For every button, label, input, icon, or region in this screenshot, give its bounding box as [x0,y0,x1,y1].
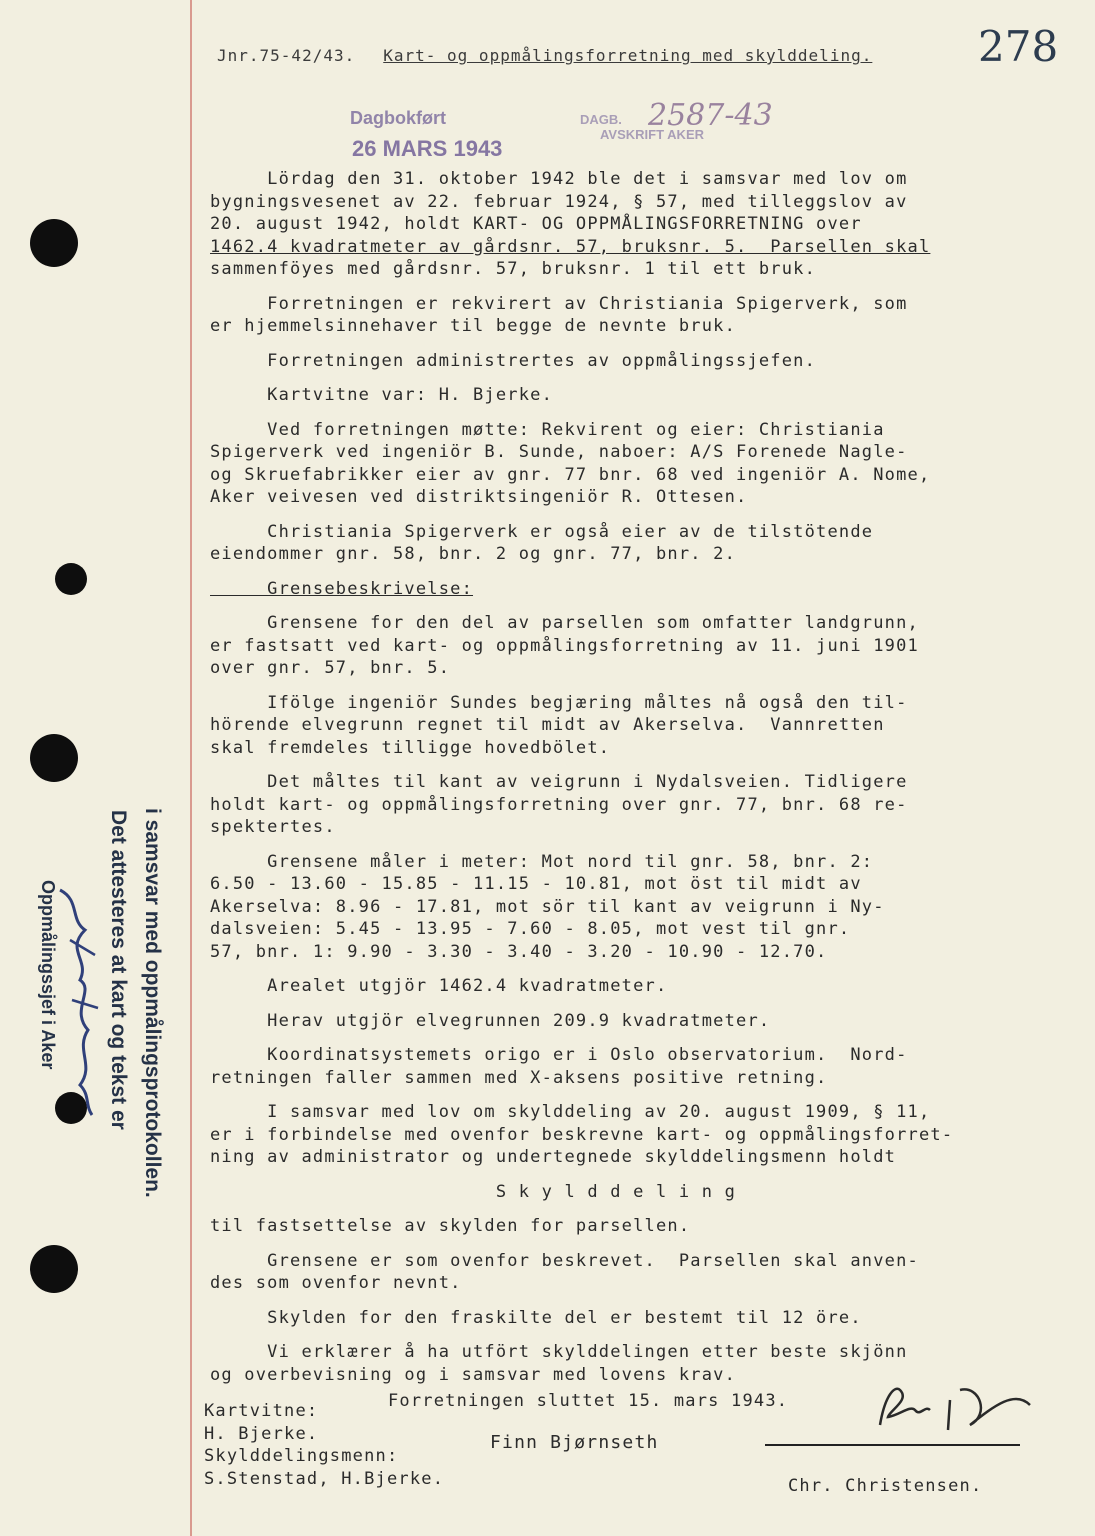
paragraph-gap [210,759,1050,771]
body-line: 6.50 - 13.60 - 15.85 - 11.15 - 10.81, mot öst til midt av [210,874,862,894]
body-line: Vi erklærer å ha utfört skylddelingen etter beste skjönn [210,1342,908,1362]
body-line: Aker veivesen ved distriktsingeniör R. Ottesen. [210,487,748,507]
body-line: over gnr. 57, bnr. 5. [210,658,451,678]
attestation-line2: i samsvar med oppmålingsprotokollen. [141,808,164,1198]
punch-hole [30,219,78,267]
stamp-date: 26 MARS 1943 [352,136,503,161]
body-line: Akerselva: 8.96 - 17.81, mot sör til kant av veigrunn i Ny- [210,896,885,917]
attestation-title: Oppmålingssjef i Aker [38,880,58,1070]
body-line: spektertes. [210,817,336,837]
body-line: Grensene er som ovenfor beskrevet. Parsellen skal anven- [210,1250,919,1271]
attestation-line1: Det attesteres at kart og tekst er [107,810,130,1130]
avskrift-stamp-line1: DAGB. [580,112,622,127]
body-line: Koordinatsystemets origo er i Oslo observatorium. Nord- [210,1045,908,1065]
body-line: og overbevisning og i samsvar med lovens krav. [210,1364,737,1385]
signer-name-2: Chr. Christensen. [788,1476,983,1496]
handwritten-initials-icon [870,1375,1050,1435]
paragraph-gap [210,407,1050,419]
paragraph-gap [210,281,1050,293]
paragraph-gap [210,680,1050,692]
body-line: skal fremdeles tilligge hovedbölet. [210,737,611,758]
body-line: 20. august 1942, holdt KART- OG OPPMÅLINGSFORRETNING over [210,214,862,234]
body-line: Grensene for den del av parsellen som omfatter landgrunn, [210,613,919,633]
body-line: sammenföyes med gårdsnr. 57, bruksnr. 1 til ett bruk. [210,259,817,279]
body-line: er hjemmelsinnehaver til begge de nevnte bruk. [210,316,737,336]
avskrift-stamp-line2: AVSKRIFT AKER [600,127,704,142]
document-body [210,168,1050,1386]
paragraph-gap [210,1329,1050,1341]
handwritten-signature-icon [50,880,110,1120]
handwritten-number: 2587-43 [648,98,773,133]
body-line: 57, bnr. 1: 9.90 - 3.30 - 3.40 - 3.20 - 10.90 - 12.70. [210,941,828,962]
punch-hole [55,563,87,595]
paragraph-gap [210,1295,1050,1307]
paragraph-gap [210,998,1050,1010]
paragraph-gap [210,372,1050,384]
paragraph-gap [210,963,1050,975]
body-line: Kartvitne var: H. Bjerke. [210,385,554,405]
body-line: 1462.4 kvadratmeter av gårdsnr. 57, bruksnr. 5. Parsellen skal [210,236,931,257]
punch-hole [30,734,78,782]
body-line: Christiania Spigerverk er også eier av de tilstötende [210,521,874,542]
body-line: dalsveien: 5.45 - 13.95 - 7.60 - 8.05, mot vest til gnr. [210,919,851,939]
body-line: Lördag den 31. oktober 1942 ble det i samsvar med lov om [210,169,908,189]
paragraph-gap [210,839,1050,851]
document-title: Kart- og oppmålingsforretning med skylddeling. [383,46,873,65]
body-line: S k y l d d e l i n g [210,1181,737,1202]
body-line: des som ovenfor nevnt. [210,1273,462,1293]
dagbokfort-stamp: Dagbokført [350,108,446,128]
paragraph-gap [210,566,1050,578]
paragraph-gap [210,1032,1050,1044]
closing-statement: Forretningen sluttet 15. mars 1943. [388,1391,789,1411]
body-line: Arealet utgjör 1462.4 kvadratmeter. [210,976,668,996]
body-line: retningen faller sammen med X-aksens positive retning. [210,1067,828,1088]
paragraph-gap [210,1203,1050,1215]
body-line: er i forbindelse med ovenfor beskrevne kart- og oppmålingsforret- [210,1124,954,1145]
body-line: Skylden for den fraskilte del er bestemt til 12 öre. [210,1307,862,1328]
body-line: Ved forretningen møtte: Rekvirent og eier: Christiania [210,419,885,440]
margin-rule [190,0,192,1536]
signature-line [765,1444,1020,1446]
body-line: I samsvar med lov om skylddeling av 20. august 1909, § 11, [210,1102,931,1122]
body-line: Grensene måler i meter: Mot nord til gnr. 58, bnr. 2: [210,851,874,872]
body-line: Forretningen er rekvirert av Christiania Spigerverk, som [210,293,908,314]
paragraph-gap [210,1089,1050,1101]
body-line: til fastsettelse av skylden for parsellen. [210,1216,691,1236]
body-line: hörende elvegrunn regnet til midt av Akerselva. Vannretten [210,715,885,735]
paragraph-gap [210,509,1050,521]
page-number: 278 [978,22,1059,71]
body-line: Det måltes til kant av veigrunn i Nydalsveien. Tidligere [210,772,908,792]
paragraph-gap [210,338,1050,350]
paragraph-gap [210,1238,1050,1250]
body-line: bygningsvesenet av 22. februar 1924, § 57, med tilleggslov av [210,191,908,212]
paragraph-gap [210,1169,1050,1181]
body-line: ning av administrator og undertegnede skylddelingsmenn holdt [210,1147,897,1167]
body-line: Forretningen administrertes av oppmålingssjefen. [210,350,817,371]
body-line: og Skruefabrikker eier av gnr. 77 bnr. 68 ved ingeniör A. Nome, [210,464,931,485]
paragraph-gap [210,600,1050,612]
punch-hole [30,1245,78,1293]
body-line: er fastsatt ved kart- og oppmålingsforretning av 11. juni 1901 [210,635,919,656]
body-line: Spigerverk ved ingeniör B. Sunde, naboer: A/S Forenede Nagle- [210,442,908,462]
journal-number: Jnr.75-42/43. [217,46,356,65]
body-line: Grensebeskrivelse: [210,578,474,599]
body-line: Ifölge ingeniör Sundes begjæring måltes nå også den til- [210,692,908,713]
signer-name: Finn Bjørnseth [490,1432,659,1453]
body-line: holdt kart- og oppmålingsforretning over gnr. 77, bnr. 68 re- [210,794,908,815]
body-line: Herav utgjör elvegrunnen 209.9 kvadratmeter. [210,1010,771,1031]
document-header [217,46,872,65]
witness-block: Kartvitne: H. Bjerke. Skylddelingsmenn: S.Stenstad, H.Bjerke. [204,1401,445,1489]
body-line: eiendommer gnr. 58, bnr. 2 og gnr. 77, bnr. 2. [210,544,737,564]
